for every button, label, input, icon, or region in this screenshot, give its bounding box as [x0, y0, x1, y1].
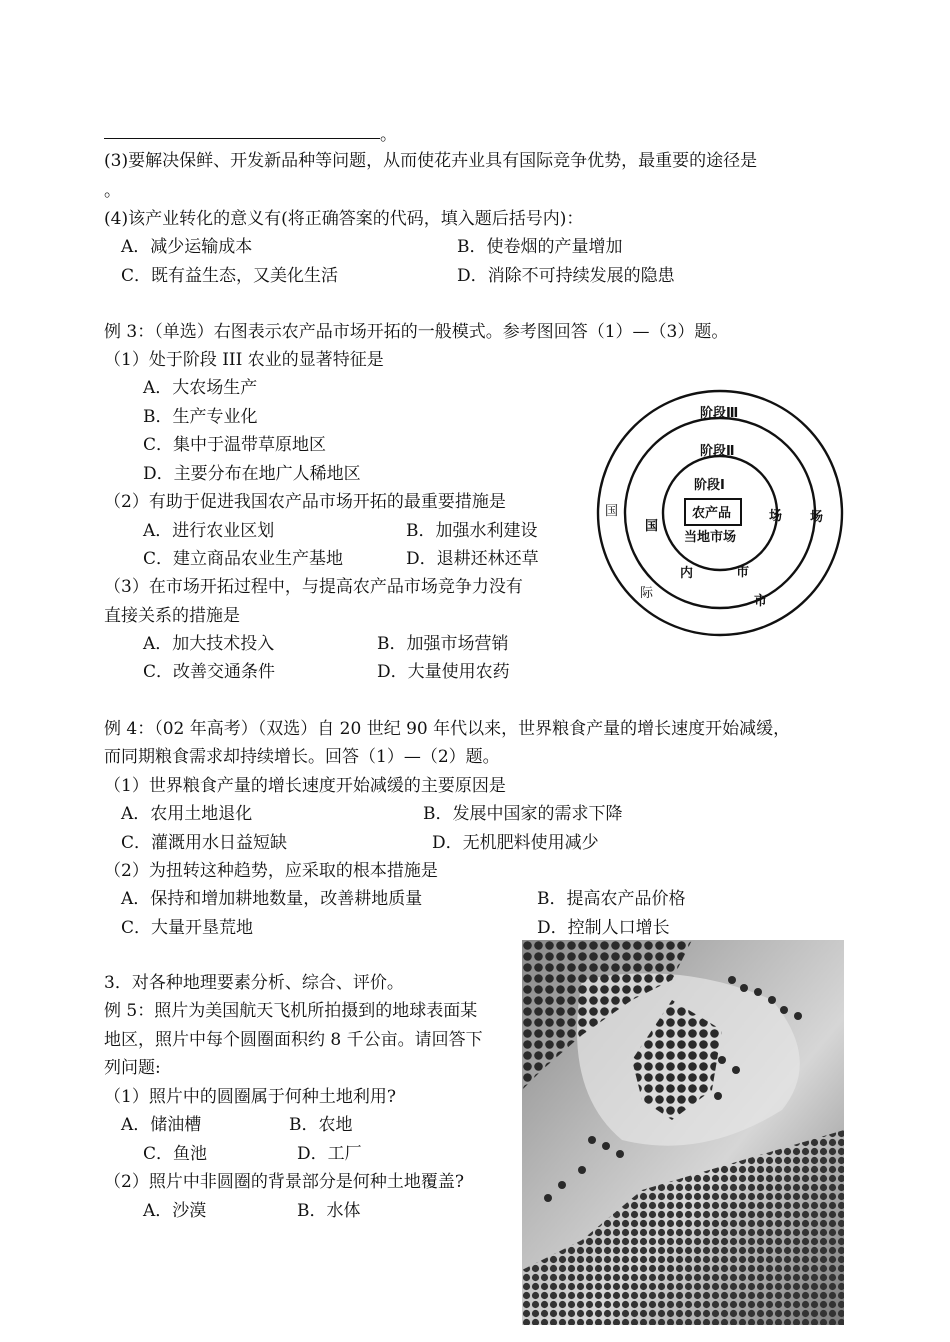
text-line: (4)该产业转化的意义有(将正确答案的代码，填入题后括号内)： — [104, 209, 584, 229]
local-market-label: 当地市场 — [684, 530, 737, 545]
intl-ji-label: 际 — [640, 586, 654, 601]
text-line: B．水体 — [297, 1201, 361, 1221]
text-line: B．农地 — [289, 1115, 353, 1135]
domestic-nei-label: 内 — [680, 566, 694, 581]
text-line: 列问题: — [104, 1058, 161, 1078]
text-line: C．灌溉用水日益短缺 — [121, 833, 288, 853]
domestic-guo-label: 国 — [645, 519, 659, 534]
text-line: A．减少运输成本 — [121, 237, 253, 257]
text-line: C．集中于温带草原地区 — [143, 435, 327, 455]
text-line: D．消除不可持续发展的隐患 — [457, 266, 675, 286]
product-label: 农产品 — [692, 506, 732, 521]
text-line: B．使卷烟的产量增加 — [457, 237, 623, 257]
domestic-chang-label: 场 — [769, 509, 783, 524]
text-line: 直接关系的措施是 — [104, 606, 240, 626]
intl-guo-label: 国 — [605, 504, 619, 519]
text-line: D．工厂 — [297, 1144, 362, 1164]
text-line: D．退耕还林还草 — [406, 549, 539, 569]
answer-blank-line — [104, 138, 380, 139]
text-line: D．无机肥料使用减少 — [432, 833, 599, 853]
text-line: B．发展中国家的需求下降 — [423, 804, 623, 824]
text-line: 而同期粮食需求却持续增长。回答（1）—（2）题。 — [104, 747, 500, 767]
text-line: 。 — [380, 125, 397, 145]
stage2-label: 阶段Ⅱ — [700, 444, 735, 459]
text-line: A．储油槽 — [121, 1115, 202, 1135]
text-line: 地区，照片中每个圆圈面积约 8 千公亩。请回答下 — [104, 1030, 483, 1050]
text-line: D．控制人口增长 — [537, 918, 670, 938]
text-line: C．大量开垦荒地 — [121, 918, 254, 938]
text-line: B．提高农产品价格 — [537, 889, 686, 909]
text-line: （1）世界粮食产量的增长速度开始减缓的主要原因是 — [104, 776, 506, 796]
text-line: A．大农场生产 — [143, 378, 258, 398]
text-line: A．沙漠 — [143, 1201, 207, 1221]
text-line: C．鱼池 — [143, 1144, 208, 1164]
text-line: （1）照片中的圆圈属于何种土地利用? — [104, 1087, 396, 1107]
text-line: (3)要解决保鲜、开发新品种等问题，从而使花卉业具有国际竞争优势，最重要的途径是 — [104, 151, 758, 171]
text-line: 例 5：照片为美国航天飞机所拍摄到的地球表面某 — [104, 1001, 478, 1021]
text-line: C．既有益生态，又美化生活 — [121, 266, 339, 286]
intl-shi-label: 市 — [754, 594, 768, 609]
text-line: 。 — [104, 181, 121, 201]
text-line: C．改善交通条件 — [143, 662, 276, 682]
text-line: A．加大技术投入 — [143, 634, 275, 654]
stage3-label: 阶段Ⅲ — [700, 406, 739, 421]
text-line: 3．对各种地理要素分析、综合、评价。 — [104, 973, 404, 993]
text-line: 例 3：（单选）右图表示农产品市场开拓的一般模式。参考图回答（1）—（3）题。 — [104, 322, 729, 342]
text-line: C．建立商品农业生产基地 — [143, 549, 344, 569]
text-line: （2）有助于促进我国农产品市场开拓的最重要措施是 — [104, 492, 506, 512]
text-line: A．保持和增加耕地数量，改善耕地质量 — [121, 889, 423, 909]
text-line: （3）在市场开拓过程中，与提高农产品市场竞争力没有 — [104, 577, 523, 597]
text-line: D．大量使用农药 — [377, 662, 510, 682]
text-line: B．加强水利建设 — [406, 521, 538, 541]
text-line: B．加强市场营销 — [377, 634, 509, 654]
text-line: A．农用土地退化 — [121, 804, 253, 824]
domestic-shi-label: 市 — [736, 565, 750, 580]
market-expansion-diagram — [590, 388, 850, 638]
text-line: （2）照片中非圆圈的背景部分是何种土地覆盖? — [104, 1172, 464, 1192]
stage1-label: 阶段Ⅰ — [694, 478, 725, 493]
text-line: （1）处于阶段 III 农业的显著特征是 — [104, 350, 384, 370]
text-line: （2）为扭转这种趋势，应采取的根本措施是 — [104, 861, 438, 881]
intl-chang-label: 场 — [810, 510, 824, 525]
text-line: D．主要分布在地广人稀地区 — [143, 464, 361, 484]
text-line: 例 4：（02 年高考）（双选）自 20 世纪 90 年代以来，世界粮食产量的增长速度开始减缓， — [104, 719, 791, 739]
text-line: A．进行农业区划 — [143, 521, 275, 541]
satellite-photo — [522, 940, 844, 1325]
text-line: B．生产专业化 — [143, 407, 258, 427]
